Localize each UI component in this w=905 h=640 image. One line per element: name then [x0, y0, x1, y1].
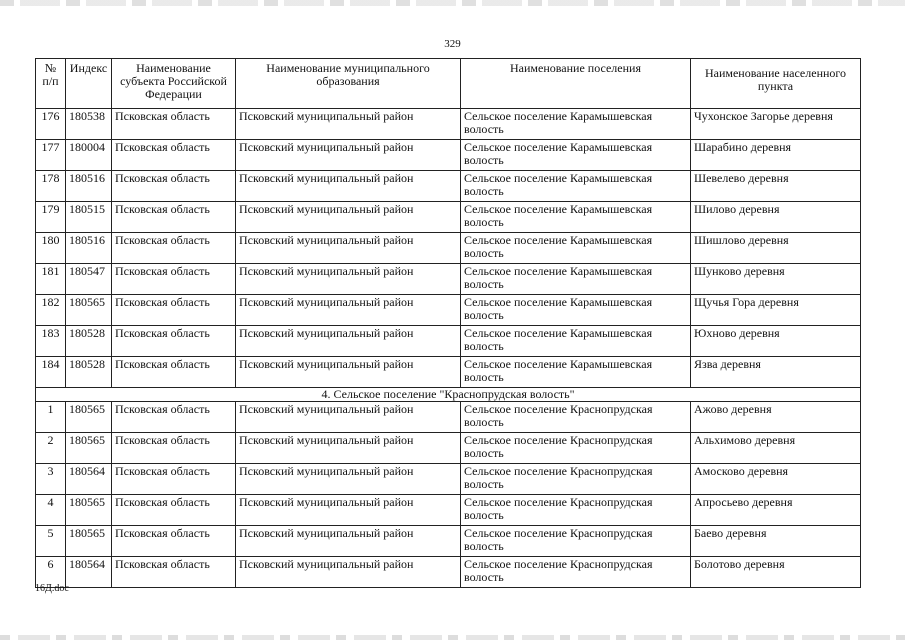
cell-index: 180004: [66, 140, 112, 171]
column-header-locality: Наименование населенного пункта: [691, 59, 861, 109]
column-header-num: № п/п: [36, 59, 66, 109]
cell-locality: Амосково деревня: [691, 464, 861, 495]
cell-settlement: Сельское поселение Краснопрудская волость: [461, 433, 691, 464]
cell-subject: Псковская область: [112, 171, 236, 202]
column-header-municipal: Наименование муниципального образования: [236, 59, 461, 109]
cell-subject: Псковская область: [112, 464, 236, 495]
cell-locality: Шарабино деревня: [691, 140, 861, 171]
cell-municipal: Псковский муниципальный район: [236, 264, 461, 295]
table-row: [36, 402, 861, 433]
table-row: [36, 495, 861, 526]
table-section: [36, 388, 861, 402]
cell-index: 180565: [66, 402, 112, 433]
table-row: [36, 326, 861, 357]
cell-municipal: Псковский муниципальный район: [236, 326, 461, 357]
cell-num: 1: [36, 402, 66, 433]
footer-filename: 16Д.doc: [35, 583, 69, 594]
cell-index: 180565: [66, 295, 112, 326]
cell-settlement: Сельское поселение Карамышевская волость: [461, 202, 691, 233]
table-row: [36, 264, 861, 295]
table-row: [36, 233, 861, 264]
cell-settlement: Сельское поселение Карамышевская волость: [461, 140, 691, 171]
cell-settlement: Сельское поселение Краснопрудская волость: [461, 402, 691, 433]
cell-locality: Болотово деревня: [691, 557, 861, 588]
cell-subject: Псковская область: [112, 295, 236, 326]
page-number: 329: [444, 38, 461, 50]
cell-locality: Ажово деревня: [691, 402, 861, 433]
section-row: [36, 388, 861, 402]
cell-municipal: Псковский муниципальный район: [236, 433, 461, 464]
cell-num: 6: [36, 557, 66, 588]
cell-subject: Псковская область: [112, 140, 236, 171]
cell-index: 180565: [66, 526, 112, 557]
cell-num: 184: [36, 357, 66, 388]
cell-locality: Язва деревня: [691, 357, 861, 388]
cell-num: 180: [36, 233, 66, 264]
cell-index: 180528: [66, 326, 112, 357]
cell-locality: Шилово деревня: [691, 202, 861, 233]
cell-municipal: Псковский муниципальный район: [236, 202, 461, 233]
cell-settlement: Сельское поселение Карамышевская волость: [461, 171, 691, 202]
cell-municipal: Псковский муниципальный район: [236, 464, 461, 495]
table-row: [36, 171, 861, 202]
cell-locality: Альхимово деревня: [691, 433, 861, 464]
cell-index: 180564: [66, 464, 112, 495]
cell-num: 4: [36, 495, 66, 526]
table-body-krasnoprudskaya: [36, 402, 861, 588]
cell-num: 178: [36, 171, 66, 202]
cell-index: 180538: [66, 109, 112, 140]
cell-municipal: Псковский муниципальный район: [236, 295, 461, 326]
cell-municipal: Псковский муниципальный район: [236, 526, 461, 557]
cell-num: 182: [36, 295, 66, 326]
cell-num: 5: [36, 526, 66, 557]
cell-settlement: Сельское поселение Карамышевская волость: [461, 264, 691, 295]
cell-num: 183: [36, 326, 66, 357]
table-row: [36, 464, 861, 495]
table-row: [36, 526, 861, 557]
cell-index: 180565: [66, 433, 112, 464]
cell-municipal: Псковский муниципальный район: [236, 233, 461, 264]
cell-subject: Псковская область: [112, 326, 236, 357]
cell-settlement: Сельское поселение Краснопрудская волость: [461, 526, 691, 557]
cell-index: 180565: [66, 495, 112, 526]
cell-subject: Псковская область: [112, 495, 236, 526]
cell-municipal: Псковский муниципальный район: [236, 171, 461, 202]
table-row: [36, 140, 861, 171]
cell-subject: Псковская область: [112, 202, 236, 233]
cell-num: 176: [36, 109, 66, 140]
cell-settlement: Сельское поселение Краснопрудская волость: [461, 495, 691, 526]
cell-municipal: Псковский муниципальный район: [236, 357, 461, 388]
cell-num: 177: [36, 140, 66, 171]
table-row: [36, 109, 861, 140]
locality-table: [35, 58, 861, 588]
cell-index: 180515: [66, 202, 112, 233]
cell-subject: Псковская область: [112, 526, 236, 557]
table-body-karamyshevskaya: [36, 109, 861, 388]
scan-artifact-bottom: [0, 635, 905, 640]
table-row: [36, 357, 861, 388]
cell-settlement: Сельское поселение Краснопрудская волость: [461, 557, 691, 588]
column-header-index: Индекс: [66, 59, 112, 109]
cell-locality: Баево деревня: [691, 526, 861, 557]
cell-municipal: Псковский муниципальный район: [236, 495, 461, 526]
cell-index: 180547: [66, 264, 112, 295]
cell-municipal: Псковский муниципальный район: [236, 140, 461, 171]
cell-index: 180564: [66, 557, 112, 588]
cell-index: 180516: [66, 233, 112, 264]
cell-locality: Шевелево деревня: [691, 171, 861, 202]
table-row: [36, 295, 861, 326]
cell-subject: Псковская область: [112, 402, 236, 433]
cell-subject: Псковская область: [112, 557, 236, 588]
cell-num: 3: [36, 464, 66, 495]
section-title: 4. Сельское поселение "Краснопрудская волость": [36, 388, 861, 402]
cell-index: 180516: [66, 171, 112, 202]
cell-municipal: Псковский муниципальный район: [236, 109, 461, 140]
cell-settlement: Сельское поселение Карамышевская волость: [461, 233, 691, 264]
cell-settlement: Сельское поселение Карамышевская волость: [461, 326, 691, 357]
cell-num: 181: [36, 264, 66, 295]
cell-municipal: Псковский муниципальный район: [236, 557, 461, 588]
cell-municipal: Псковский муниципальный район: [236, 402, 461, 433]
cell-locality: Чухонское Загорье деревня: [691, 109, 861, 140]
column-header-subject: Наименование субъекта Российской Федерации: [112, 59, 236, 109]
cell-locality: Щучья Гора деревня: [691, 295, 861, 326]
cell-num: 179: [36, 202, 66, 233]
table-row: [36, 202, 861, 233]
table-row: [36, 557, 861, 588]
cell-index: 180528: [66, 357, 112, 388]
cell-locality: Юхново деревня: [691, 326, 861, 357]
scan-artifact-top: [0, 0, 905, 6]
cell-settlement: Сельское поселение Краснопрудская волость: [461, 464, 691, 495]
cell-subject: Псковская область: [112, 109, 236, 140]
cell-num: 2: [36, 433, 66, 464]
cell-subject: Псковская область: [112, 233, 236, 264]
cell-settlement: Сельское поселение Карамышевская волость: [461, 109, 691, 140]
table-row: [36, 433, 861, 464]
cell-locality: Апросьево деревня: [691, 495, 861, 526]
cell-subject: Псковская область: [112, 264, 236, 295]
cell-locality: Шунково деревня: [691, 264, 861, 295]
cell-settlement: Сельское поселение Карамышевская волость: [461, 357, 691, 388]
table-header-row: [36, 59, 861, 109]
column-header-settlement: Наименование поселения: [461, 59, 691, 109]
cell-subject: Псковская область: [112, 357, 236, 388]
cell-subject: Псковская область: [112, 433, 236, 464]
cell-locality: Шишлово деревня: [691, 233, 861, 264]
cell-settlement: Сельское поселение Карамышевская волость: [461, 295, 691, 326]
